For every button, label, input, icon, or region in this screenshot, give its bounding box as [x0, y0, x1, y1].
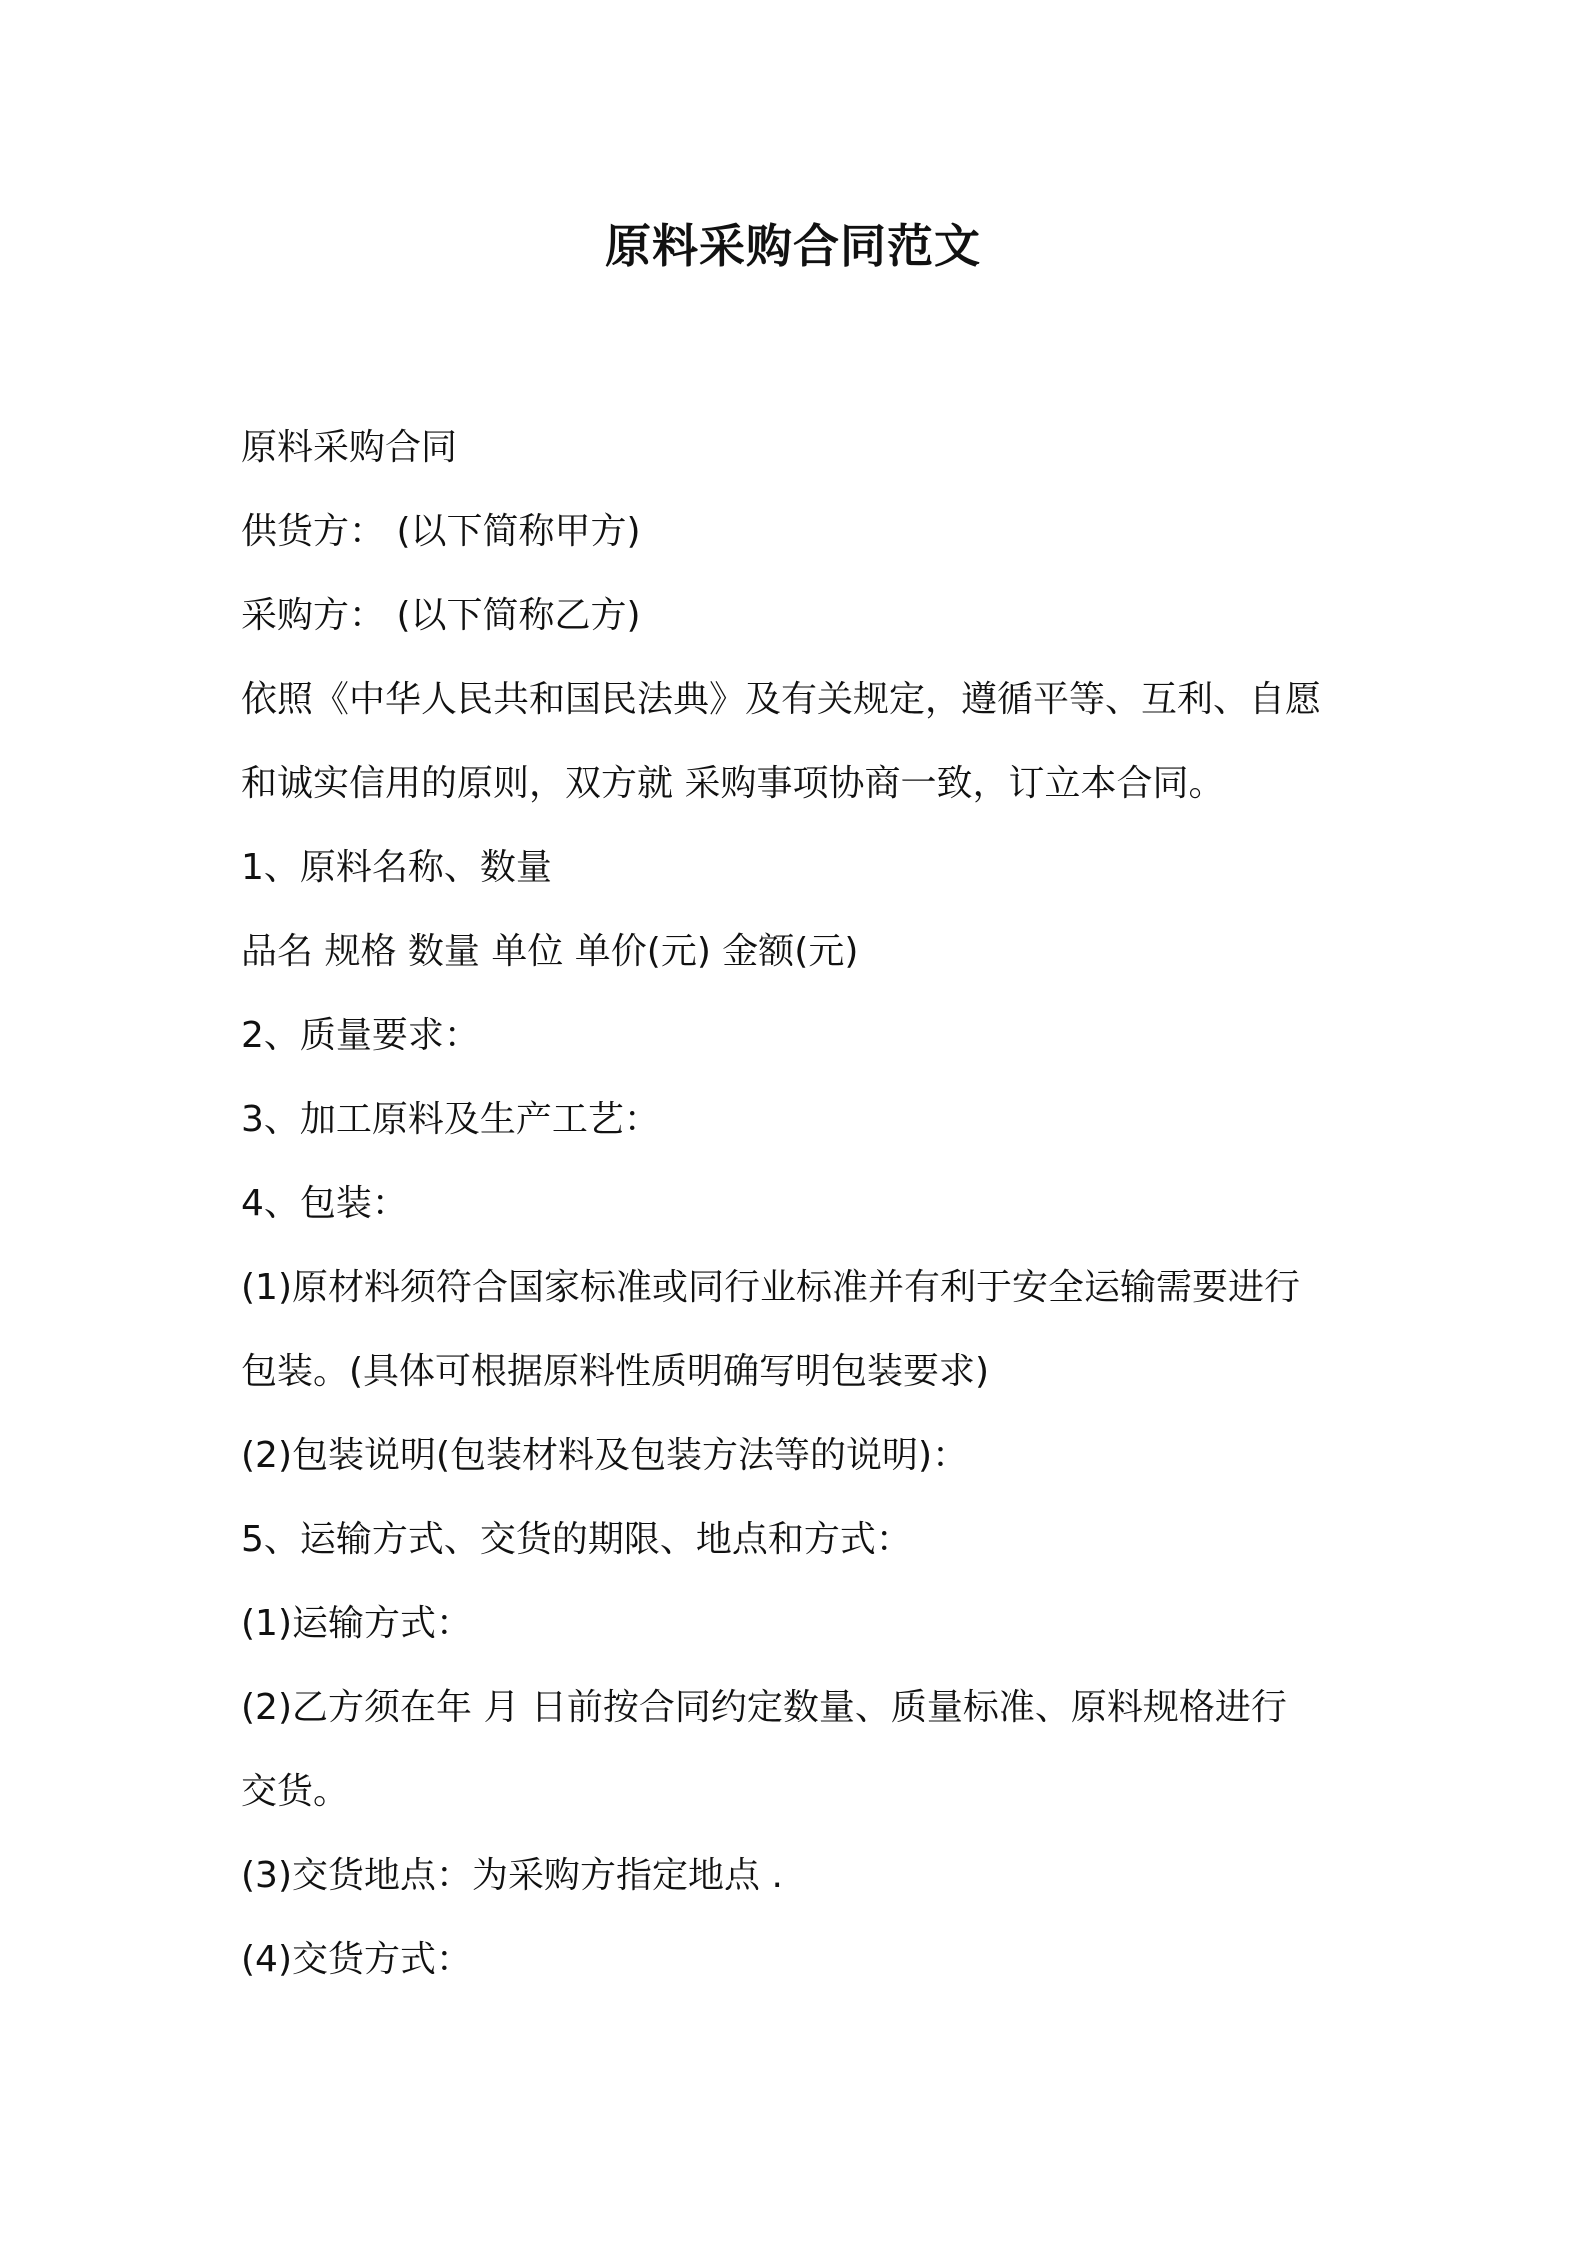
section-1-heading: 1、原料名称、数量 [241, 847, 552, 888]
section-3-heading: 3、加工原料及生产工艺： [241, 1099, 660, 1140]
delivery-clause-1: (1)运输方式： [241, 1603, 472, 1644]
packaging-clause-1-line-1: (1)原材料须符合国家标准或同行业标准并有利于安全运输需要进行 [241, 1267, 1300, 1308]
preamble-line-1: 依照《中华人民共和国民法典》及有关规定，遵循平等、互利、自愿 [241, 679, 1322, 720]
packaging-clause-2: (2)包装说明(包装材料及包装方法等的说明)： [241, 1435, 969, 1476]
preamble-line-2: 和诚实信用的原则，双方就 采购事项协商一致，订立本合同。 [241, 763, 1225, 804]
delivery-clause-2-line-1: (2)乙方须在年 月 日前按合同约定数量、质量标准、原料规格进行 [241, 1687, 1287, 1728]
document-body [241, 406, 1361, 2002]
section-5-heading: 5、运输方式、交货的期限、地点和方式： [241, 1519, 912, 1560]
supplier-line: 供货方： (以下简称甲方) [241, 511, 641, 552]
purchaser-line: 采购方： (以下简称乙方) [241, 595, 641, 636]
item-columns-line: 品名 规格 数量 单位 单价(元) 金额(元) [241, 931, 859, 972]
section-2-heading: 2、质量要求： [241, 1015, 480, 1056]
delivery-clause-3: (3)交货地点：为采购方指定地点 . [241, 1855, 783, 1896]
section-4-heading: 4、包装： [241, 1183, 408, 1224]
packaging-clause-1-line-2: 包装。(具体可根据原料性质明确写明包装要求) [241, 1351, 990, 1392]
document-title: 原料采购合同范文 [605, 219, 981, 273]
delivery-clause-4: (4)交货方式： [241, 1939, 472, 1980]
contract-heading: 原料采购合同 [241, 427, 458, 468]
delivery-clause-2-line-2: 交货。 [241, 1771, 350, 1812]
